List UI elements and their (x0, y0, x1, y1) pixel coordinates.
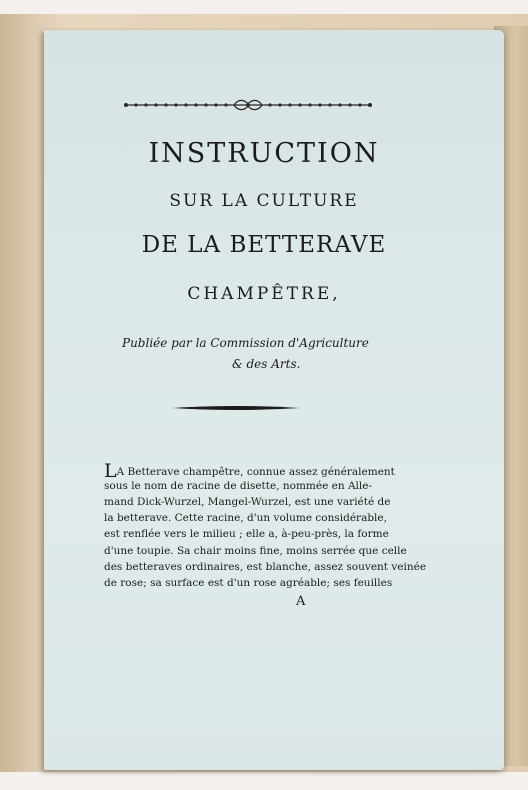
body-line-6: d'une toupie. Sa chair moins fine, moins serrée que celle (104, 545, 407, 557)
body-line-2: sous le nom de racine de disette, nommée en Alle- (104, 480, 373, 492)
body-line-3: mand Dick-Wurzel, Mangel-Wurzel, est une variété de (104, 496, 391, 508)
title-line-2: SUR LA CULTURE (169, 191, 359, 211)
title-line-1: INSTRUCTION (148, 138, 380, 169)
body-line-8: de rose; sa surface est d'un rose agréable; ses feuilles (104, 577, 393, 589)
divider-rule (172, 405, 300, 411)
imprint-line-2: & des Arts. (232, 357, 301, 371)
body-line-4: la betterave. Cette racine, d'un volume considérable, (104, 512, 387, 524)
title-line-3: DE LA BETTERAVE (141, 232, 387, 258)
body-text: A Betterave champêtre, connue assez généralement (116, 466, 395, 478)
title-line-4: CHAMPÊTRE, (187, 284, 341, 304)
drop-cap: L (104, 460, 117, 482)
head-ornament (122, 98, 374, 112)
body-line-7: des betteraves ordinaires, est blanche, assez souvent veinée (104, 561, 427, 573)
imprint-line-1: Publiée par la Commission d'Agriculture (122, 336, 369, 350)
body-line-1 (104, 460, 395, 482)
signature-mark: A (296, 594, 306, 609)
body-line-5: est renflée vers le milieu ; elle a, à-peu-près, la forme (104, 528, 389, 540)
